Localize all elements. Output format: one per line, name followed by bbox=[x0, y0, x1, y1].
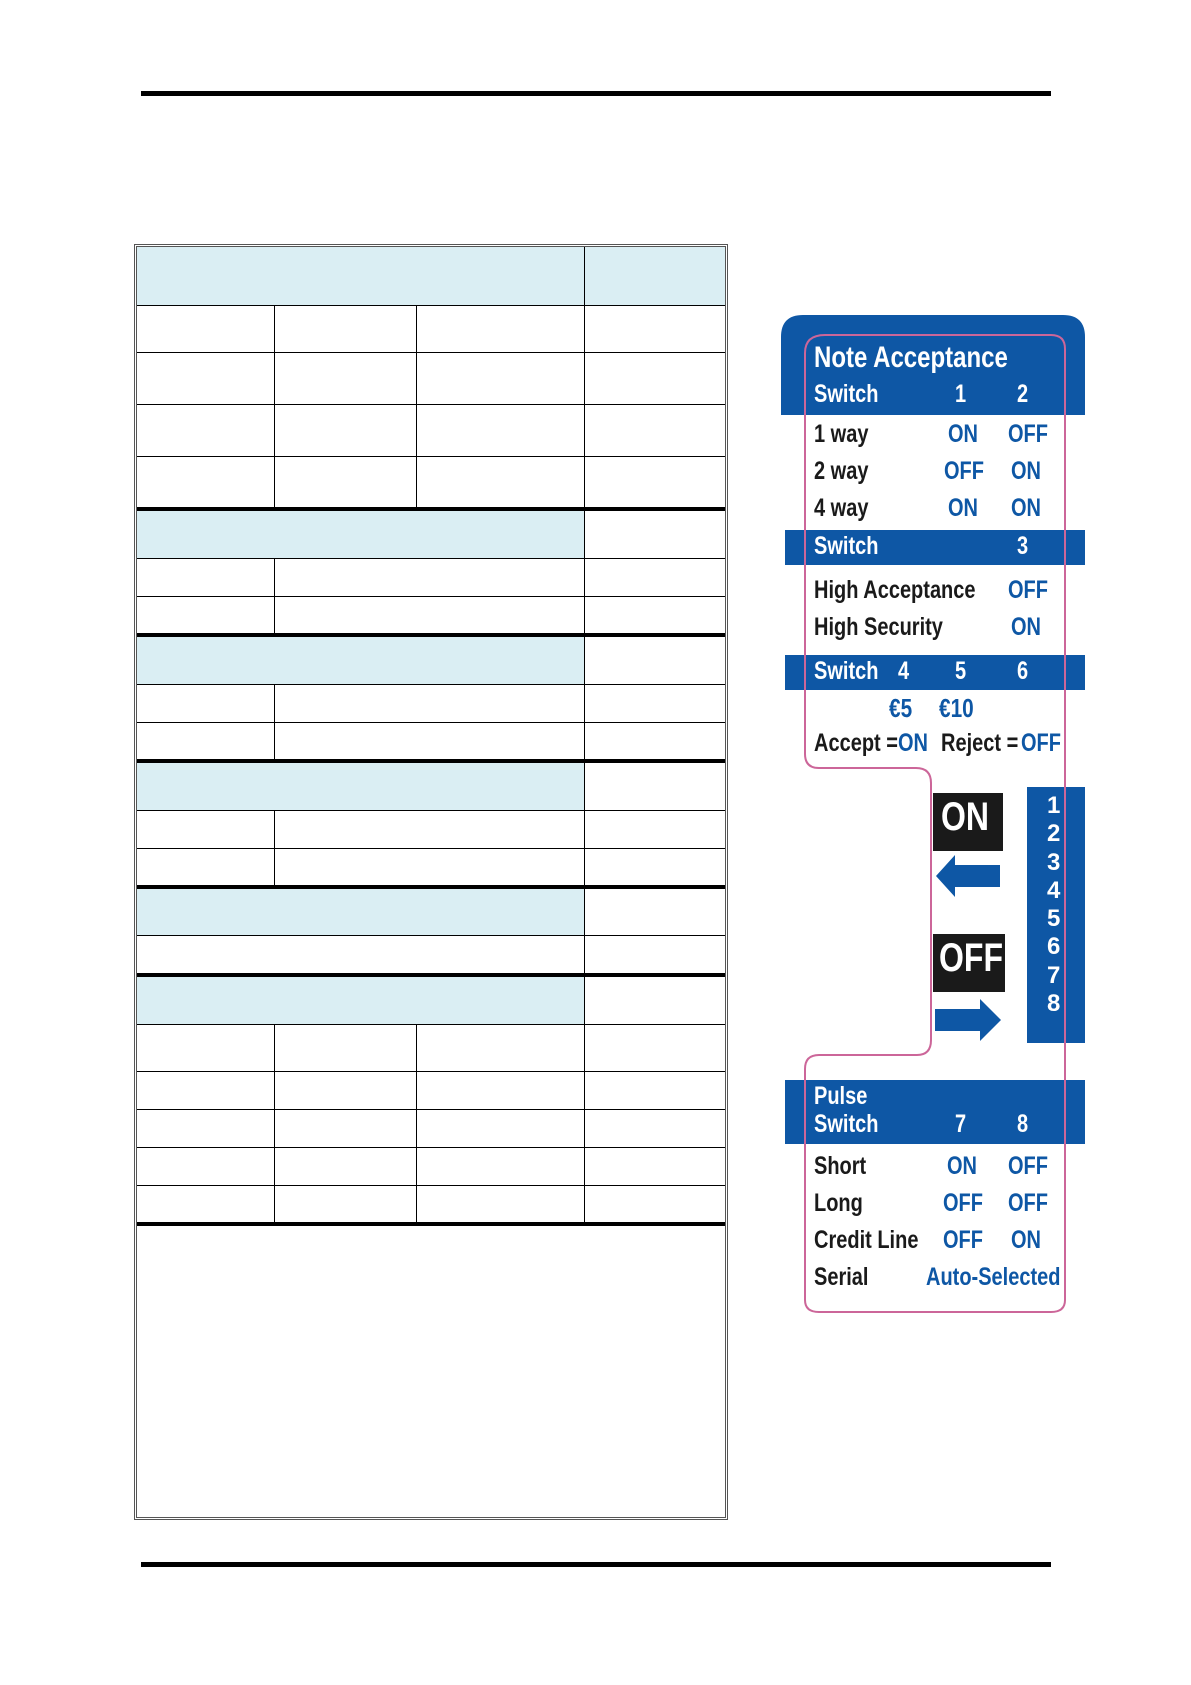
off-label: OFF bbox=[939, 936, 1003, 980]
dip-number: 6 bbox=[1047, 933, 1061, 961]
table-section-header bbox=[137, 977, 725, 1025]
switch-3-header: 3 bbox=[1017, 532, 1029, 560]
table-header-row bbox=[137, 247, 725, 306]
dip-number: 4 bbox=[1047, 876, 1061, 904]
dip-number: 2 bbox=[1047, 820, 1061, 848]
dip-number: 7 bbox=[1047, 961, 1061, 989]
way-row-sw1: ON bbox=[948, 494, 978, 522]
switch-5-header: 5 bbox=[955, 657, 967, 685]
reject-value: OFF bbox=[1021, 729, 1061, 757]
security-row-value: OFF bbox=[1008, 576, 1048, 604]
pulse-row-label: Long bbox=[814, 1189, 863, 1217]
table-row bbox=[137, 457, 725, 511]
way-row-sw2: ON bbox=[1011, 457, 1041, 485]
serial-value: Auto-Selected bbox=[926, 1263, 1061, 1291]
table-row bbox=[137, 723, 725, 763]
switch-4-header: 4 bbox=[898, 657, 910, 685]
table-row bbox=[137, 597, 725, 637]
way-row-label: 1 way bbox=[814, 420, 869, 448]
table-row bbox=[137, 1148, 725, 1186]
pulse-row-sw7: OFF bbox=[943, 1226, 983, 1254]
dip-number: 5 bbox=[1047, 905, 1061, 933]
accept-label: Accept = bbox=[814, 729, 898, 757]
table-row bbox=[137, 306, 725, 353]
way-row-sw2: OFF bbox=[1008, 420, 1048, 448]
table-row bbox=[137, 559, 725, 597]
table-row bbox=[137, 849, 725, 889]
dip-switch-reference-panel bbox=[781, 315, 1085, 1315]
panel-title: Note Acceptance bbox=[814, 341, 1008, 374]
pulse-switch-label: Switch bbox=[814, 1110, 879, 1138]
dip-number: 1 bbox=[1047, 792, 1061, 819]
way-row-sw1: OFF bbox=[944, 457, 984, 485]
table-row bbox=[137, 936, 725, 977]
way-row-sw2: ON bbox=[1011, 494, 1041, 522]
switch-2-header: 2 bbox=[1017, 380, 1029, 408]
table-row bbox=[137, 405, 725, 457]
table-section-header bbox=[137, 637, 725, 685]
switch-header-label: Switch bbox=[814, 380, 879, 408]
security-row-label: High Acceptance bbox=[814, 576, 976, 604]
table-row bbox=[137, 1072, 725, 1110]
reject-label: Reject = bbox=[941, 729, 1019, 757]
table-row bbox=[137, 1186, 725, 1226]
config-table bbox=[134, 244, 728, 1520]
table-row bbox=[137, 353, 725, 405]
dip-number-column bbox=[1027, 792, 1085, 1018]
table-row bbox=[137, 1025, 725, 1072]
top-rule bbox=[141, 91, 1051, 96]
table-row bbox=[137, 685, 725, 723]
serial-label: Serial bbox=[814, 1263, 869, 1291]
switch-7-header: 7 bbox=[955, 1110, 967, 1138]
pulse-row-label: Short bbox=[814, 1152, 867, 1180]
pulse-row-sw7: OFF bbox=[943, 1189, 983, 1217]
dip-number: 8 bbox=[1047, 990, 1061, 1018]
table-section-header bbox=[137, 763, 725, 811]
denom-header-label: Switch bbox=[814, 657, 879, 685]
pulse-title: Pulse bbox=[814, 1082, 868, 1110]
security-row-label: High Security bbox=[814, 613, 943, 641]
table-section-header bbox=[137, 511, 725, 559]
table-row bbox=[137, 1110, 725, 1148]
on-label: ON bbox=[941, 795, 989, 839]
pulse-row-sw7: ON bbox=[947, 1152, 977, 1180]
bottom-rule bbox=[141, 1562, 1051, 1567]
way-row-label: 4 way bbox=[814, 494, 869, 522]
denom-4: €5 bbox=[889, 693, 913, 723]
pulse-row-label: Credit Line bbox=[814, 1226, 919, 1254]
switch-3-header-label: Switch bbox=[814, 532, 879, 560]
denom-5: €10 bbox=[939, 693, 974, 723]
pulse-row-sw8: OFF bbox=[1008, 1189, 1048, 1217]
table-section-header bbox=[137, 889, 725, 936]
switch-1-header: 1 bbox=[955, 380, 967, 408]
dip-number: 3 bbox=[1047, 848, 1061, 876]
pulse-row-sw8: ON bbox=[1011, 1226, 1041, 1254]
accept-value: ON bbox=[898, 729, 928, 757]
pulse-row-sw8: OFF bbox=[1008, 1152, 1048, 1180]
way-row-sw1: ON bbox=[948, 420, 978, 448]
way-row-label: 2 way bbox=[814, 457, 869, 485]
switch-6-header: 6 bbox=[1017, 657, 1029, 685]
switch-8-header: 8 bbox=[1017, 1110, 1029, 1138]
security-row-value: ON bbox=[1011, 613, 1041, 641]
table-row bbox=[137, 811, 725, 849]
